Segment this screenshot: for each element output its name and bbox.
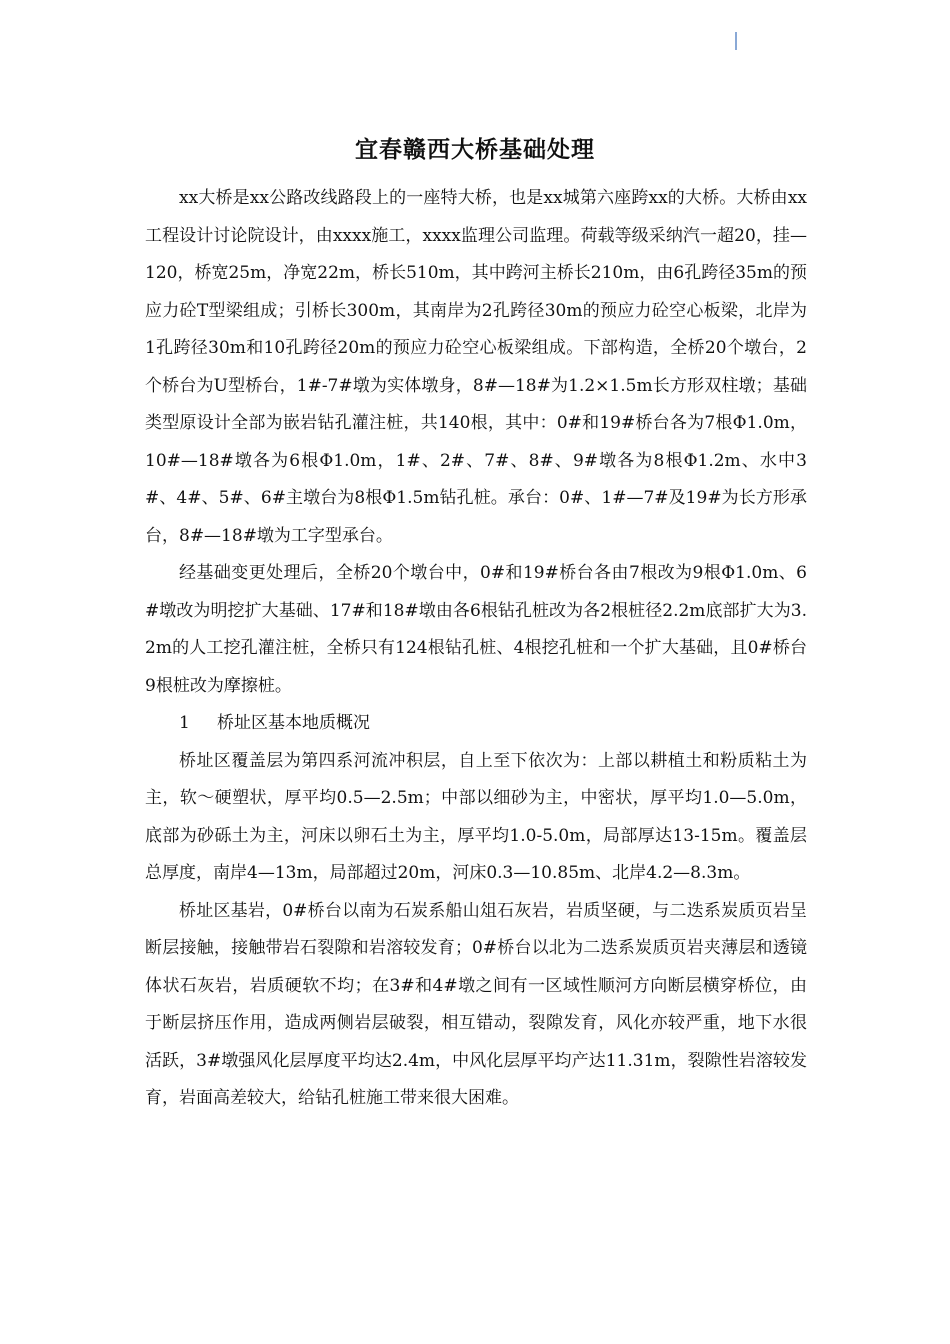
document-title: 宜春赣西大桥基础处理	[355, 136, 595, 163]
paragraph-overview: xx大桥是xx公路改线路段上的一座特大桥，也是xx城第六座跨xx的大桥。大桥由xx工程设计讨论院设计，由xxxx施工，xxxx监理公司监理。荷载等级采纳汽一超20，挂—120，桥宽25m，净宽22m，桥长510m，其中跨河主桥长210m，由6孔跨径35m的预应力砼T型梁组成；引桥长300m，其南岸为2孔跨径30m的预应力砼空心板梁，北岸为1孔跨径30m和10孔跨径20m的预应力砼空心板梁组成。下部构造，全桥20个墩台，2个桥台为U型桥台，1#-7#墩为实体墩身，8#—18#为1.2×1.5m长方形双柱墩；基础类型原设计全部为嵌岩钻孔灌注桩，共140根，其中：0#和19#桥台各为7根Φ1.0m，10#—18#墩各为6根Φ1.0m，1#、2#、7#、8#、9#墩各为8根Φ1.2m、水中3#、4#、5#、6#主墩台为8根Φ1.5m钻孔桩。承台：0#、1#—7#及19#为长方形承台，8#—18#墩为工字型承台。	[145, 188, 807, 546]
section-heading	[145, 705, 807, 743]
header-mark	[735, 32, 737, 50]
section-number: 1	[179, 713, 190, 733]
document-body	[145, 180, 807, 1118]
paragraph-overburden: 桥址区覆盖层为第四系河流冲积层，自上至下依次为：上部以耕植土和粉质粘土为主，软～硬塑状，厚平均0.5—2.5m；中部以细砂为主，中密状，厚平均1.0—5.0m，底部为砂砾土为主，河床以卵石土为主，厚平均1.0-5.0m，局部厚达13-15m。覆盖层总厚度，南岸4—13m，局部超过20m，河床0.3—10.85m、北岸4.2—8.3m。	[145, 750, 807, 883]
paragraph-modification: 经基础变更处理后，全桥20个墩台中，0#和19#桥台各由7根改为9根Φ1.0m、6#墩改为明挖扩大基础、17#和18#墩由各6根钻孔桩改为各2根桩径2.2m底部扩大为3.2m的人工挖孔灌注桩，全桥只有124根钻孔桩、4根挖孔桩和一个扩大基础，且0#桥台9根桩改为摩擦桩。	[145, 563, 807, 696]
section-title: 桥址区基本地质概况	[217, 713, 370, 733]
paragraph-bedrock: 桥址区基岩，0#桥台以南为石炭系船山俎石灰岩，岩质坚硬，与二迭系炭质页岩呈断层接触，接触带岩石裂隙和岩溶较发育；0#桥台以北为二迭系炭质页岩夹薄层和透镜体状石灰岩，岩质硬软不均；在3#和4#墩之间有一区域性顺河方向断层横穿桥位，由于断层挤压作用，造成两侧岩层破裂，相互错动，裂隙发育，风化亦较严重，地下水很活跃，3#墩强风化层厚度平均达2.4m，中风化层厚平均产达11.31m，裂隙性岩溶较发育，岩面高差较大，给钻孔桩施工带来很大困难。	[145, 900, 807, 1108]
